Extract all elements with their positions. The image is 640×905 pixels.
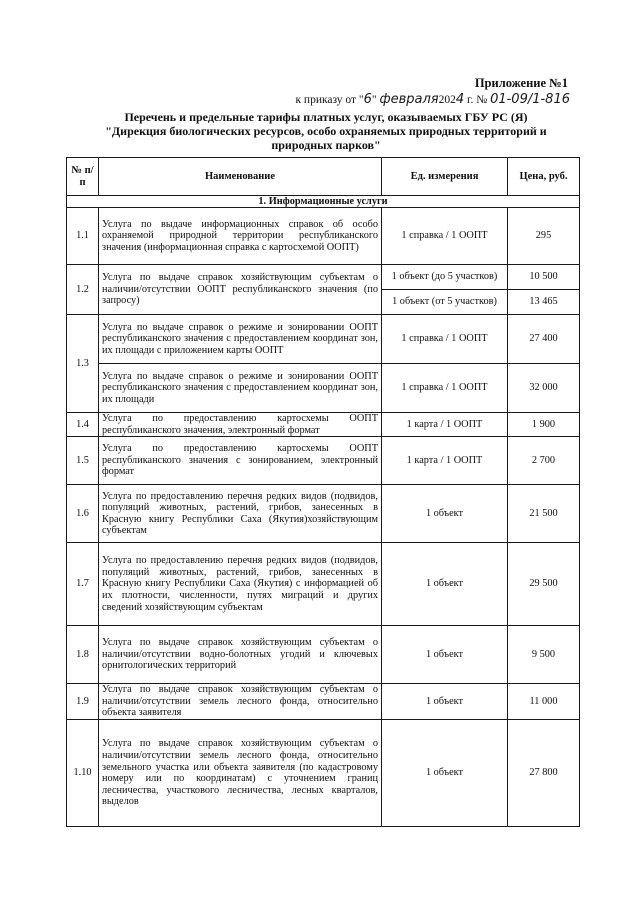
table-row: [67, 208, 580, 265]
row-price: 10 500: [508, 265, 580, 290]
order-month-handwritten: февраля: [379, 92, 439, 107]
row-price: 32 000: [508, 364, 580, 413]
table-row: [67, 543, 580, 626]
row-number: 1.7: [67, 543, 99, 626]
table-row: [67, 437, 580, 485]
row-price: 27 800: [508, 720, 580, 827]
table-header-row: [67, 158, 580, 196]
row-unit: 1 карта / 1 ООПТ: [382, 437, 508, 485]
row-name: Услуга по предоставлению перечня редких видов (подвидов, популяций животных, растений, грибов, занесенных в Красную книгу Республики Саха (Якутия)хозяйствующим субъектам: [99, 485, 382, 543]
row-price: 27 400: [508, 315, 580, 364]
order-day-handwritten: 6: [363, 92, 372, 107]
order-reference: [295, 92, 570, 107]
row-price: 1 900: [508, 413, 580, 437]
row-unit: 1 объект (до 5 участков): [382, 265, 508, 290]
row-price: 295: [508, 208, 580, 265]
order-year-digit-handwritten: 4: [455, 92, 465, 107]
section-row: [67, 196, 580, 208]
row-number: 1.10: [67, 720, 99, 827]
row-unit: 1 объект: [382, 626, 508, 684]
row-number: 1.2: [67, 265, 99, 315]
heading-line-2: "Дирекция биологических ресурсов, особо охраняемых природных территорий и: [105, 124, 547, 138]
row-name: Услуга по предоставлению перечня редких видов (подвидов, популяций животных, растений, грибов, занесенных в Красную книгу Республики Саха (Якутия) с информацией об их плотности, численности, путях миграций и других сведений хозяйствующим субъектам: [99, 543, 382, 626]
row-name: Услуга по предоставлению картосхемы ООПТ республиканского значения, электронный формат: [99, 413, 382, 437]
table-row: [67, 413, 580, 437]
row-name: Услуга по выдаче справок хозяйствующим субъектам о наличии/отсутствии земель лесного фонда, относительно объекта заявителя: [99, 684, 382, 720]
row-unit: 1 объект (от 5 участков): [382, 290, 508, 315]
row-name: Услуга по предоставлению картосхемы ООПТ республиканского значения с зонированием, электронный формат: [99, 437, 382, 485]
row-name: Услуга по выдаче справок хозяйствующим субъектам о наличии/отсутствии земель лесного фонда, относительно земельного участка или объекта заявителя (по кадастровому номеру или по координатам) с уточнением границ лесничества, участкового лесничества, лесных кварталов, выделов: [99, 720, 382, 827]
order-quote: ": [371, 94, 377, 106]
order-prefix: к приказу от ": [295, 94, 364, 106]
document-heading: [66, 110, 586, 152]
column-header-price: Цена, руб.: [508, 158, 580, 196]
row-price: 2 700: [508, 437, 580, 485]
appendix-title: Приложение №1: [474, 76, 568, 90]
row-price: 21 500: [508, 485, 580, 543]
row-name: Услуга по выдаче информационных справок об особо охраняемой природной территории республиканского значения (информационная справка с картосхемой ООПТ): [99, 208, 382, 265]
column-header-name: Наименование: [99, 158, 382, 196]
row-price: 29 500: [508, 543, 580, 626]
order-year-prefix: 202: [438, 94, 456, 106]
row-name: Услуга по выдаче справок о режиме и зонировании ООПТ республиканского значения с предоставлением координат зон, их площади с приложением карты ООПТ: [99, 315, 382, 364]
row-unit: 1 справка / 1 ООПТ: [382, 315, 508, 364]
row-unit: 1 объект: [382, 543, 508, 626]
column-header-unit: Ед. измерения: [382, 158, 508, 196]
table-row: [67, 626, 580, 684]
row-unit: 1 объект: [382, 720, 508, 827]
table-row: [67, 720, 580, 827]
row-number: 1.1: [67, 208, 99, 265]
table-row: [67, 485, 580, 543]
order-number-handwritten: 01-09/1-816: [490, 92, 570, 107]
table-row: [67, 364, 580, 413]
row-number: 1.8: [67, 626, 99, 684]
row-unit: 1 объект: [382, 485, 508, 543]
row-price: 9 500: [508, 626, 580, 684]
order-year-suffix: г. №: [467, 94, 488, 106]
row-name: Услуга по выдаче справок о режиме и зонировании ООПТ республиканского значения с предоставлением координат зон, их площади: [99, 364, 382, 413]
table-row: [67, 684, 580, 720]
row-number: 1.4: [67, 413, 99, 437]
row-name: Услуга по выдаче справок хозяйствующим субъектам о наличии/отсутствии водно-болотных угодий и ключевых орнитологических территорий: [99, 626, 382, 684]
row-unit: 1 справка / 1 ООПТ: [382, 208, 508, 265]
row-number: 1.5: [67, 437, 99, 485]
table-row: [67, 315, 580, 364]
row-price: 13 465: [508, 290, 580, 315]
row-unit: 1 карта / 1 ООПТ: [382, 413, 508, 437]
row-number: 1.6: [67, 485, 99, 543]
heading-line-3: природных парков": [271, 138, 381, 152]
row-unit: 1 справка / 1 ООПТ: [382, 364, 508, 413]
section-title: 1. Информационные услуги: [67, 196, 580, 208]
tariffs-table: [66, 157, 580, 827]
table-row: [67, 265, 580, 290]
row-name: Услуга по выдаче справок хозяйствующим субъектам о наличии/отсутствии ООПТ республиканского значения (по запросу): [99, 265, 382, 315]
column-header-number: № п/п: [67, 158, 99, 196]
heading-line-1: Перечень и предельные тарифы платных услуг, оказываемых ГБУ РС (Я): [124, 110, 528, 124]
row-price: 11 000: [508, 684, 580, 720]
row-unit: 1 объект: [382, 684, 508, 720]
row-number: 1.3: [67, 315, 99, 413]
row-number: 1.9: [67, 684, 99, 720]
